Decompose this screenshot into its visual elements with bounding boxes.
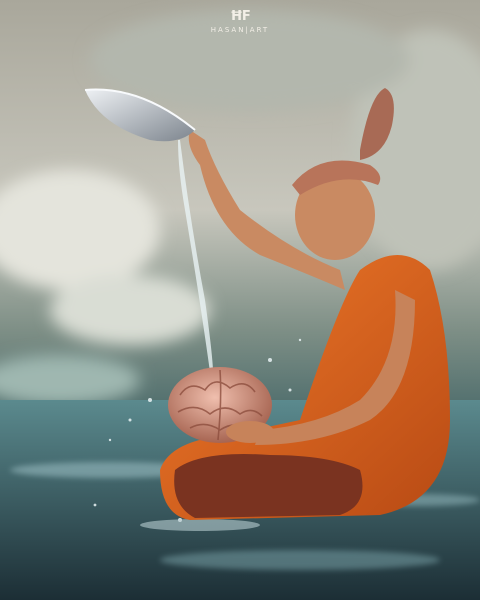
watermark-text: HASAN|ART [210,26,270,34]
watermark [0,10,480,34]
robe-lap [174,454,362,518]
hand [226,421,274,443]
watermark-logo: ĦF [230,9,250,24]
